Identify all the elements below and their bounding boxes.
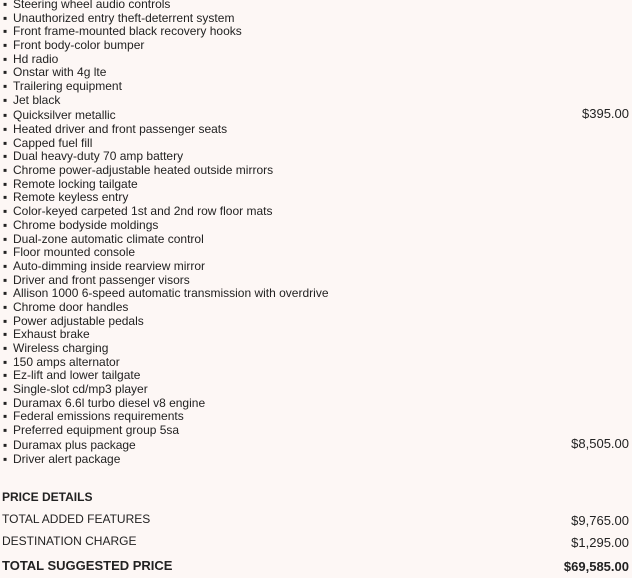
feature-label: Heated driver and front passenger seats (13, 122, 228, 136)
feature-item (0, 328, 632, 342)
feature-label: Unauthorized entry theft-deterrent system (13, 10, 235, 25)
feature-item (0, 205, 632, 219)
total-added-features-row (0, 512, 632, 532)
total-suggested-price-value: $69,585.00 (563, 559, 629, 574)
feature-label: Steering wheel audio controls (13, 0, 171, 11)
feature-item (0, 123, 632, 137)
feature-item (0, 435, 632, 454)
bullet-icon: ▪ (3, 107, 8, 122)
bullet-icon: ▪ (3, 10, 8, 25)
bullet-icon: ▪ (3, 341, 8, 355)
feature-label: Preferred equipment group 5sa (13, 423, 180, 438)
feature-label: Auto-dimming inside rearview mirror (13, 258, 206, 273)
feature-item (0, 287, 632, 301)
bullet-icon: ▪ (3, 51, 8, 66)
feature-item (0, 150, 632, 164)
total-suggested-price-label: TOTAL SUGGESTED PRICE (2, 558, 173, 573)
feature-price: $395.00 (582, 105, 629, 121)
feature-label: Capped fuel fill (13, 135, 93, 150)
total-suggested-price-row (0, 558, 632, 578)
feature-label: Exhaust brake (13, 327, 90, 342)
destination-charge-label: DESTINATION CHARGE (2, 534, 137, 548)
bullet-icon: ▪ (3, 437, 8, 452)
feature-item (0, 178, 632, 192)
feature-label: Power adjustable pedals (13, 313, 144, 328)
feature-item (0, 369, 632, 383)
bullet-icon: ▪ (3, 327, 8, 342)
feature-item (0, 12, 632, 26)
feature-label: Jet black (13, 92, 61, 107)
feature-label: Allison 1000 6-speed automatic transmission with overdrive (13, 286, 329, 301)
feature-item (0, 219, 632, 233)
bullet-icon: ▪ (3, 122, 8, 136)
bullet-icon: ▪ (3, 92, 8, 107)
bullet-icon: ▪ (3, 149, 8, 164)
bullet-icon: ▪ (3, 299, 8, 314)
bullet-icon: ▪ (3, 452, 8, 467)
feature-item (0, 191, 632, 205)
feature-label: Federal emissions requirements (13, 409, 184, 424)
feature-item (0, 105, 632, 124)
feature-item (0, 246, 632, 260)
feature-item (0, 39, 632, 53)
feature-label: Dual heavy-duty 70 amp battery (13, 149, 184, 164)
bullet-icon: ▪ (3, 368, 8, 383)
feature-item (0, 94, 632, 108)
feature-label: Single-slot cd/mp3 player (13, 382, 148, 397)
bullet-icon: ▪ (3, 0, 8, 11)
bullet-icon: ▪ (3, 24, 8, 39)
feature-item (0, 383, 632, 397)
feature-label: Front body-color bumper (13, 38, 145, 53)
feature-item (0, 301, 632, 315)
feature-label: Trailering equipment (13, 79, 122, 94)
feature-item (0, 260, 632, 274)
bullet-icon: ▪ (3, 204, 8, 219)
feature-item (0, 274, 632, 288)
feature-label: Duramax plus package (13, 437, 136, 452)
bullet-icon: ▪ (3, 395, 8, 410)
destination-charge-row (0, 534, 632, 554)
bullet-icon: ▪ (3, 313, 8, 328)
bullet-icon: ▪ (3, 38, 8, 53)
feature-item (0, 410, 632, 424)
feature-label: Remote locking tailgate (13, 176, 138, 191)
feature-label: Color-keyed carpeted 1st and 2nd row floor mats (13, 204, 273, 219)
feature-item (0, 80, 632, 94)
bullet-icon: ▪ (3, 258, 8, 273)
bullet-icon: ▪ (3, 231, 8, 246)
feature-item (0, 397, 632, 411)
feature-label: Quicksilver metallic (13, 107, 116, 122)
feature-label: 150 amps alternator (13, 354, 120, 369)
feature-label: Ez-lift and lower tailgate (13, 368, 141, 383)
feature-item (0, 0, 632, 12)
bullet-icon: ▪ (3, 79, 8, 94)
feature-label: Front frame-mounted black recovery hooks (13, 24, 242, 39)
bullet-icon: ▪ (3, 382, 8, 397)
price-details-heading: PRICE DETAILS (2, 490, 93, 504)
feature-label: Driver and front passenger visors (13, 272, 190, 287)
feature-price: $8,505.00 (571, 435, 629, 451)
feature-item (0, 424, 632, 438)
feature-item (0, 137, 632, 151)
bullet-icon: ▪ (3, 423, 8, 438)
bullet-icon: ▪ (3, 65, 8, 80)
feature-label: Onstar with 4g lte (13, 65, 107, 80)
bullet-icon: ▪ (3, 217, 8, 232)
bullet-icon: ▪ (3, 354, 8, 369)
bullet-icon: ▪ (3, 286, 8, 301)
feature-item (0, 315, 632, 329)
feature-label: Chrome power-adjustable heated outside mirrors (13, 163, 274, 178)
feature-label: Wireless charging (13, 341, 109, 355)
feature-label: Driver alert package (13, 452, 121, 467)
feature-label: Remote keyless entry (13, 190, 129, 205)
bullet-icon: ▪ (3, 272, 8, 287)
feature-label: Chrome door handles (13, 299, 129, 314)
feature-item (0, 453, 632, 467)
bullet-icon: ▪ (3, 135, 8, 150)
bullet-icon: ▪ (3, 190, 8, 205)
bullet-icon: ▪ (3, 176, 8, 191)
feature-item (0, 164, 632, 178)
feature-label: Floor mounted console (13, 245, 136, 260)
feature-item (0, 53, 632, 67)
bullet-icon: ▪ (3, 409, 8, 424)
feature-label: Dual-zone automatic climate control (13, 231, 204, 246)
feature-label: Hd radio (13, 51, 59, 66)
total-added-features-label: TOTAL ADDED FEATURES (2, 512, 151, 526)
feature-item (0, 356, 632, 370)
feature-label: Duramax 6.6l turbo diesel v8 engine (13, 395, 206, 410)
destination-charge-value: $1,295.00 (571, 535, 629, 550)
bullet-icon: ▪ (3, 245, 8, 260)
feature-item (0, 233, 632, 247)
feature-item (0, 66, 632, 80)
feature-item (0, 25, 632, 39)
feature-item (0, 342, 632, 356)
total-added-features-value: $9,765.00 (571, 513, 629, 528)
feature-label: Chrome bodyside moldings (13, 217, 159, 232)
bullet-icon: ▪ (3, 163, 8, 178)
